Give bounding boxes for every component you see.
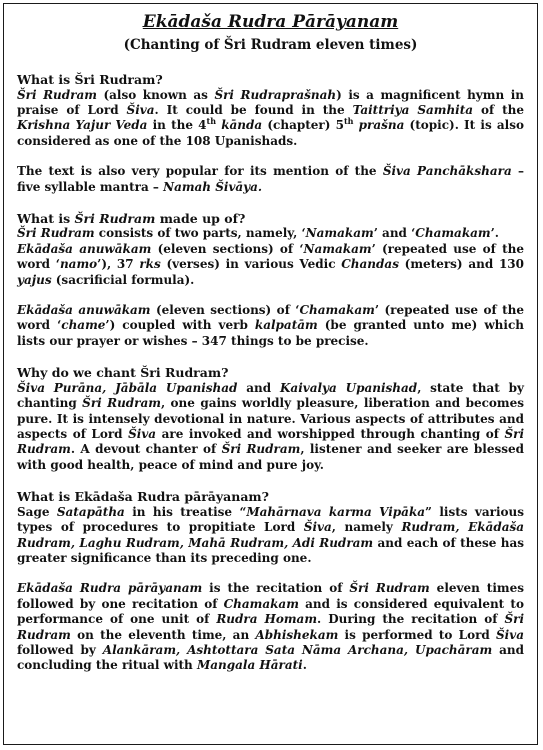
- page-subtitle: (Chanting of Šri Rudram eleven times): [123, 37, 418, 53]
- section-heading: What is Šri Rudram?: [17, 72, 163, 87]
- paragraph: Ekādaša Rudra pārāyanam is the recitation of Šri Rudram eleven times followed by one recitation of Chamakam and is considered equivalent to performance of one unit of Rudra Homam. During the recitation of Šri Rudram on the eleventh time, an Abhishekam is performed to Lord Šiva followed by Alankāram, Ashtottara Sata Nāma Archana, Upachāram and concluding the ritual with Mangala Hārati.: [17, 581, 525, 673]
- section-what-is-sri-rudram: [17, 72, 524, 195]
- paragraph: Šri Rudram consists of two parts, namely, ‘Namakam’ and ‘Chamakam’.: [17, 226, 499, 241]
- paragraph: Sage Satapātha in his treatise “Mahārnava karma Vipāka” lists various types of procedures to propitiate Lord Šiva, namely Rudram, Ekādaša Rudram, Laghu Rudram, Mahā Rudram, Adi Rudram and each of these has greater significance than its preceding one.: [17, 504, 525, 565]
- paragraph: Ekādaša anuwākam (eleven sections) of ‘Namakam’ (repeated use of the word ‘namo’), 37 rks (verses) in various Vedic Chandas (meters) and 130 yajus (sacrificial formula).: [17, 241, 524, 287]
- section-heading: What is Ekādaša Rudra pārāyanam?: [17, 489, 269, 505]
- section-why-chant: [17, 365, 524, 473]
- paragraph: Šri Rudram (also known as Šri Rudraprašnah) is a magnificent hymn in praise of Lord Šiva. It could be found in the Taittriya Samhita of the Krishna Yajur Veda in the 4th kānda (chapter) 5th prašna (topic). It is also considered as one of the 108 Upanishads.: [17, 87, 524, 148]
- paragraph: Ekādaša anuwākam (eleven sections) of ‘Chamakam’ (repeated use of the word ‘chame’) coupled with verb kalpatām (be granted unto me) which lists our prayer or wishes – 347 things to be precise.: [17, 303, 525, 348]
- page-title: Ekādaša Rudra Pārāyanam: [142, 12, 399, 32]
- section-heading: Why do we chant Šri Rudram?: [17, 365, 229, 381]
- section-ekadasa-rudra-parayanam: [17, 489, 524, 674]
- paragraph: The text is also very popular for its mention of the Šiva Panchākshara – five syllable mantra – Namah Šivāya.: [17, 164, 524, 194]
- document-page: [3, 3, 538, 745]
- paragraph: Šiva Purāna, Jābāla Upanishad and Kaivalya Upanishad, state that by chanting Šri Rudram, one gains worldly pleasure, liberation and becomes pure. It is intensely devotional in nature. Various aspects of attributes and aspects of Lord Šiva are invoked and worshipped through chanting of Šri Rudram. A devout chanter of Šri Rudram, listener and seeker are blessed with good health, peace of mind and pure joy.: [17, 380, 525, 472]
- section-made-up-of: [17, 211, 524, 349]
- section-heading: What is Šri Rudram made up of?: [17, 210, 246, 226]
